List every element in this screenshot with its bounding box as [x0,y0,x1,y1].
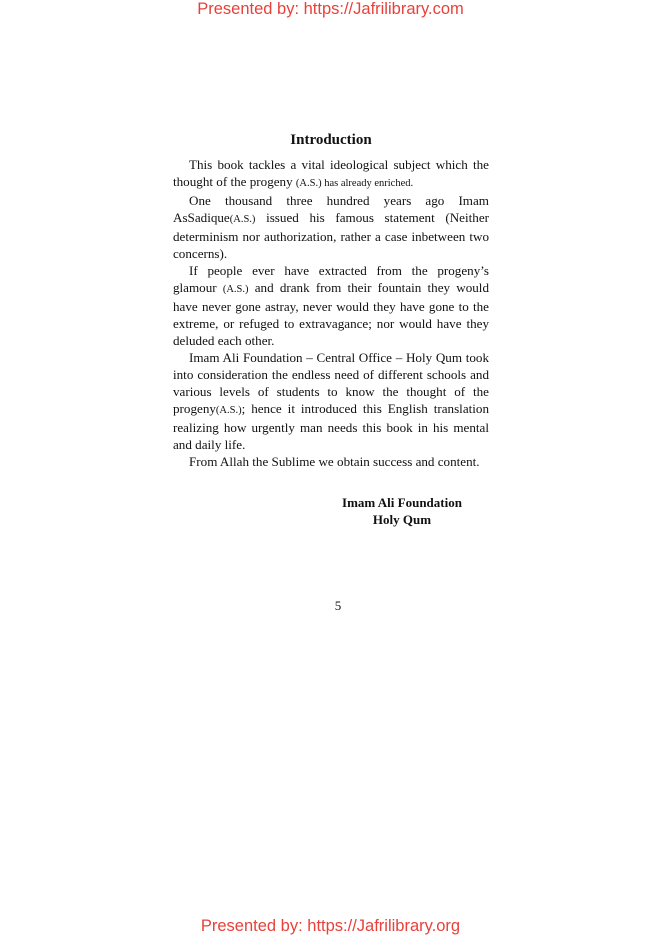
paragraph-text: One thousand three hundred years ago Imam AsSadique [173,193,489,225]
paragraph-small-text: (A.S.) has already enriched. [295,178,414,189]
paragraph-small-text: (A.S.) [229,214,256,225]
page-number: 5 [334,598,342,613]
paragraph-text: Imam Ali Foundation – Central Office – Holy Qum took into consideration the endless need of different schools and various levels of students to know the thought of the progeny [173,350,489,416]
paragraph-small-text: (A.S.) [222,284,249,295]
banner-top: Presented by: https://Jafrilibrary.com [197,0,464,18]
paragraph-1 [173,156,489,192]
paragraph-text: If people ever have extracted from the progeny’s glamour [173,263,489,295]
paragraph-small-text: (A.S.) [215,405,242,416]
signature [330,494,474,528]
paragraph-text: issued his famous statement (Neither determinism nor authorization, rather a case inbetween two concerns). [173,210,489,261]
page-title: Introduction [290,132,372,148]
paragraph-text: and drank from their fountain they would have never gone astray, never would they have gone to the extreme, or refuged to extravagance; nor would have they deluded each other. [173,280,489,348]
paragraph-text: From Allah the Sublime we obtain success and content. [189,454,480,469]
paragraph-4 [173,349,489,453]
paragraph-text: ; hence it introduced this English translation realizing how urgently man needs this book in his mental and daily life. [173,401,489,452]
banner-bottom: Presented by: https://Jafrilibrary.org [200,917,461,935]
paragraph-2 [173,192,489,262]
signature-organization: Imam Ali Foundation [342,495,462,510]
paragraph-3 [173,262,489,349]
body-text [173,156,489,470]
paragraph-text: This book tackles a vital ideological subject which the thought of the progeny [173,157,489,189]
paragraph-5 [173,453,489,470]
signature-location: Holy Qum [372,512,432,527]
